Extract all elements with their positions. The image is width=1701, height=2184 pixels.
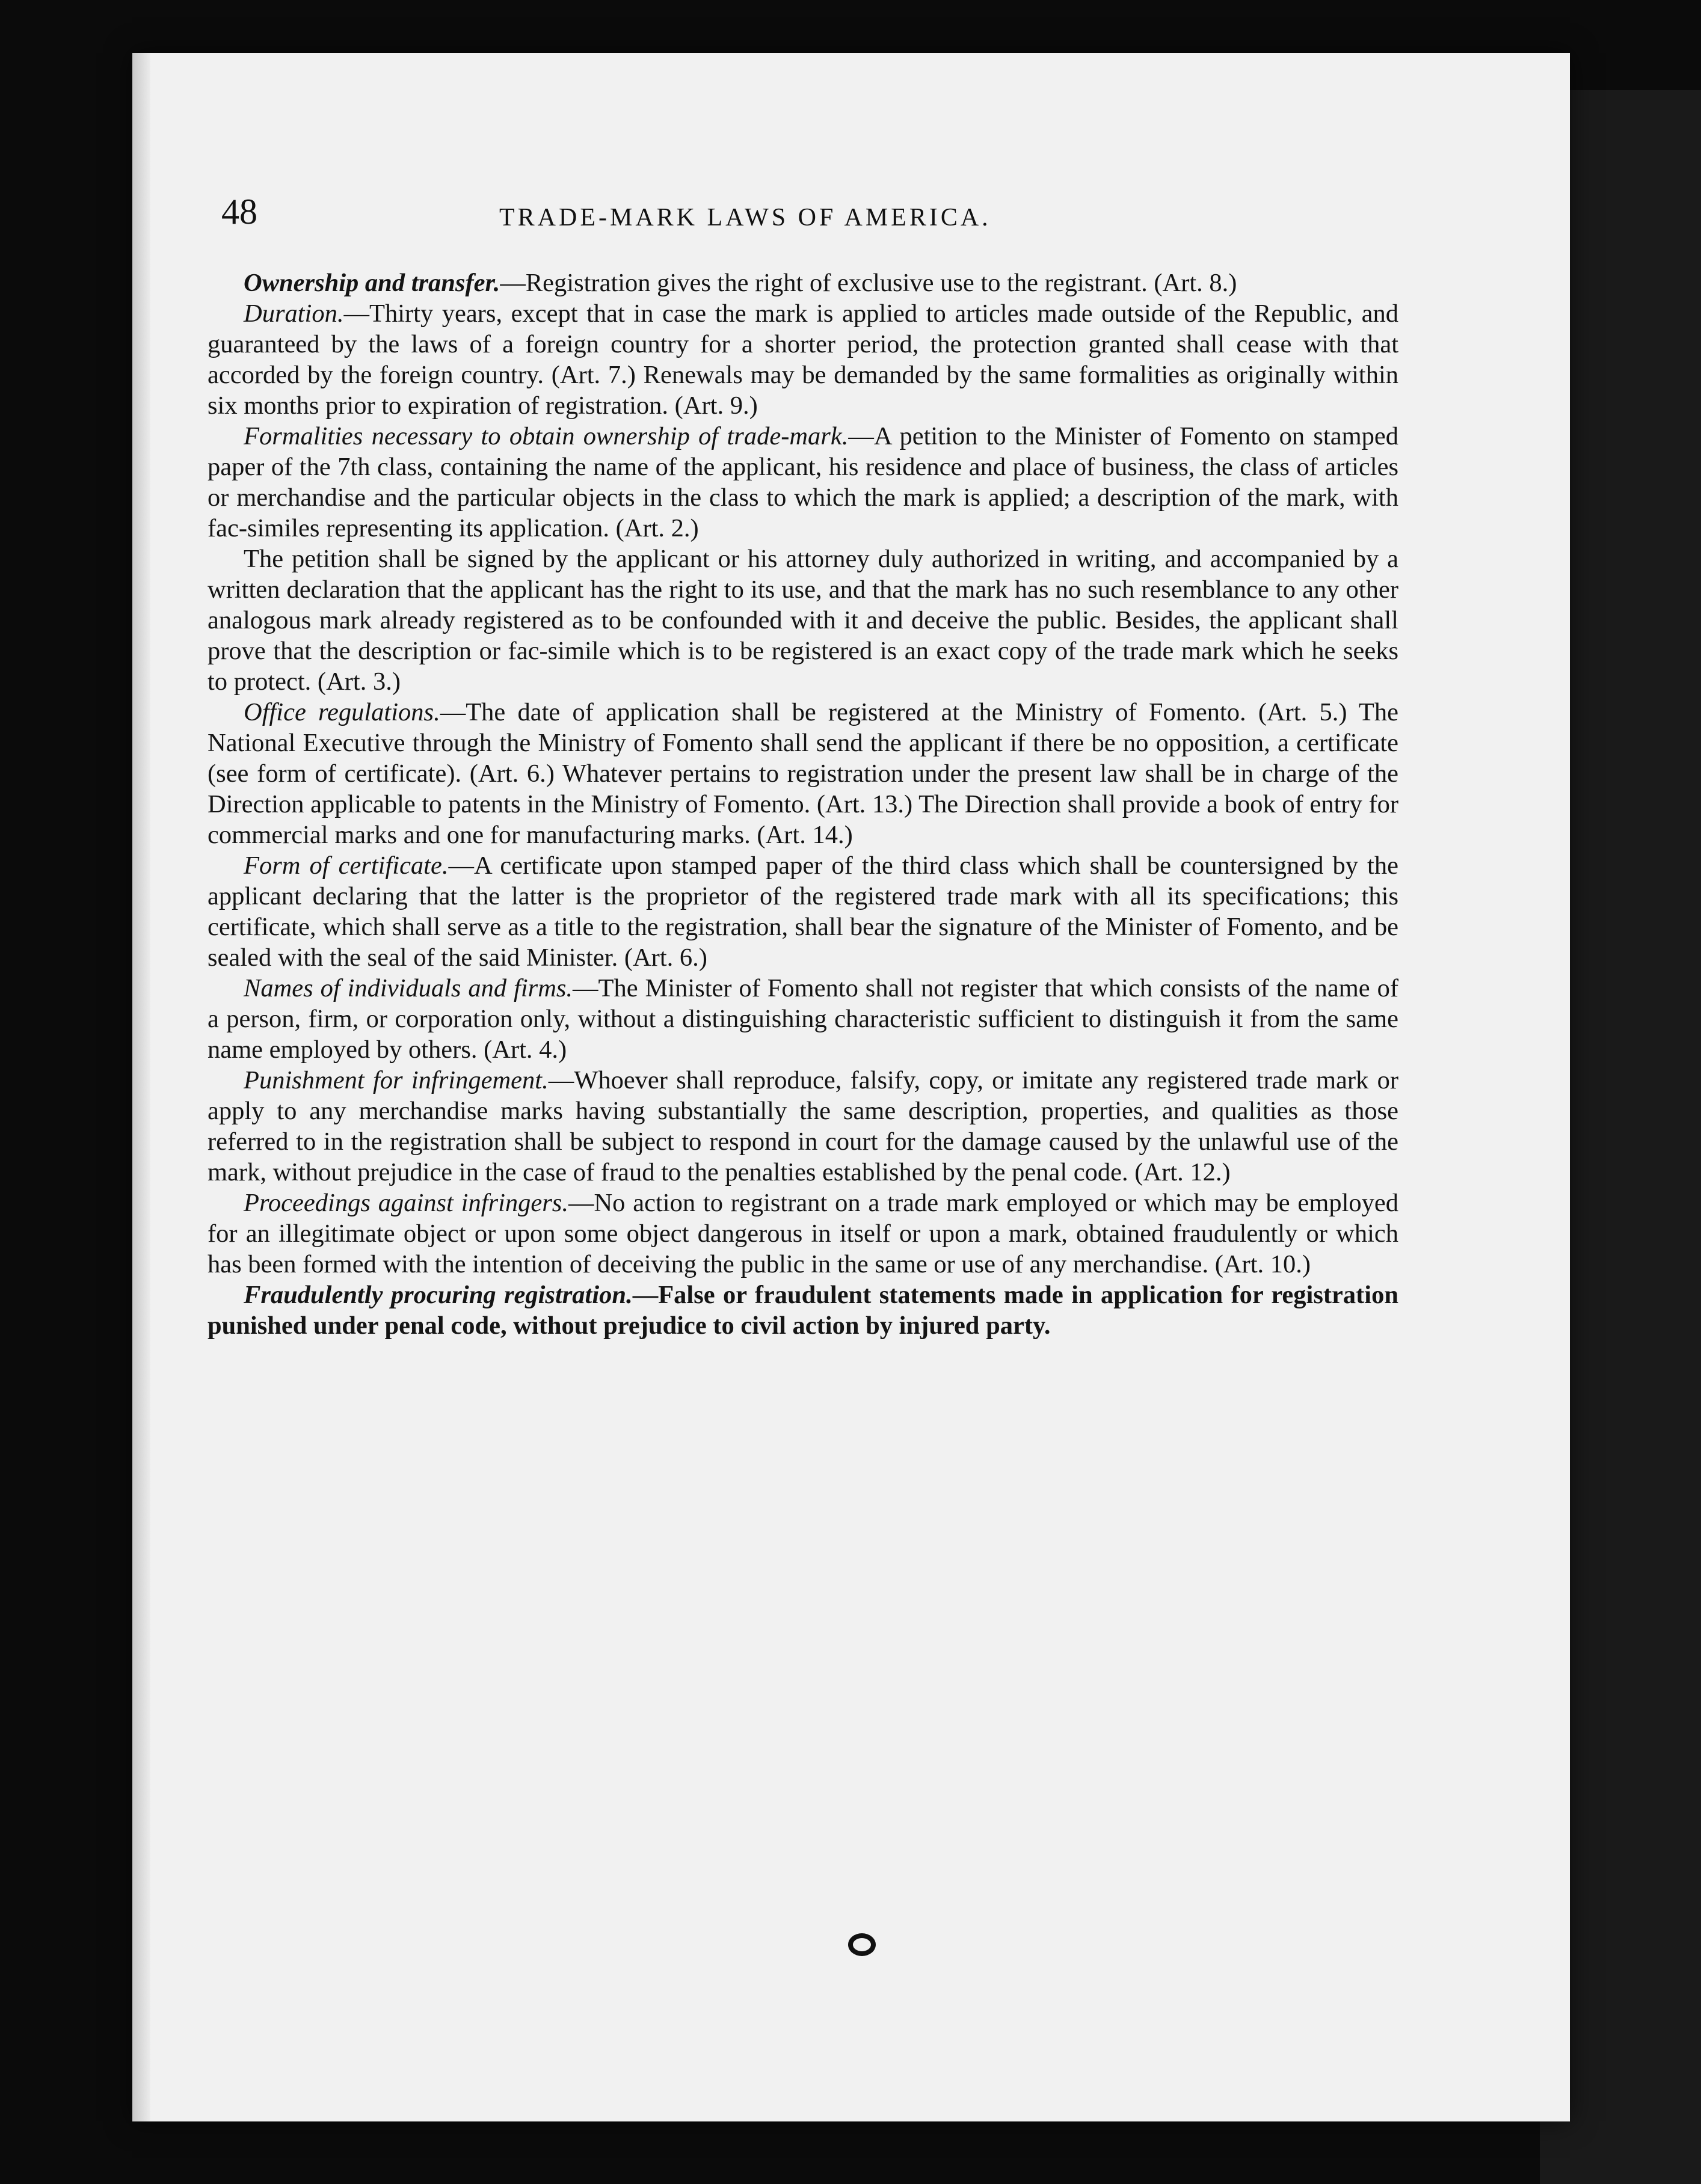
heading-form-of-certificate: Form of certificate. bbox=[244, 851, 449, 880]
heading-duration: Duration. bbox=[244, 299, 344, 328]
heading-formalities: Formalities necessary to obtain ownership of trade-mark. bbox=[244, 422, 849, 450]
end-ornament bbox=[848, 1933, 876, 1956]
paragraph-fraudulent bbox=[208, 1280, 1398, 1341]
text-office-regulations: —The date of application shall be registered at the Ministry of Fomento. (Art. 5.) The National Executive through the Ministry of Fomento shall send the applicant if there be no opposition, a certificate (see form of certificate). (Art. 6.) Whatever pertains to registration under the present law shall be in charge of the Direction applicable to patents in the Ministry of Fomento. (Art. 13.) The Direction shall provide a book of entry for commercial marks and one for manufacturing marks. (Art. 14.) bbox=[208, 698, 1398, 849]
heading-office-regulations: Office regulations. bbox=[244, 698, 440, 726]
paragraph-ownership bbox=[208, 268, 1398, 298]
text-proceedings: —No action to registrant on a trade mark employed or which may be employed for an illegitimate object or upon some object dangerous in itself or upon a mark, obtained fraudulently or which has been formed with the intention of deceiving the public in the same or use of any merchandise. (Art. 10.) bbox=[208, 1189, 1399, 1278]
text-duration: —Thirty years, except that in case the mark is applied to articles made outside of the Republic, and guaranteed by the laws of a foreign country for a shorter period, the protection granted shall cease with that accorded by the foreign country. (Art. 7.) Renewals may be demanded by the same formalities as originally within six months prior to expiration of registration. (Art. 9.) bbox=[208, 299, 1398, 420]
text-petition: The petition shall be signed by the applicant or his attorney duly authorized in writing, and accompanied by a written declaration that the applicant has the right to its use, and that the mark has no such resemblance to any other analogous mark already registered as to be confounded with it and deceive the public. Besides, the applicant shall prove that the description or fac-simile which is to be registered is an exact copy of the trade mark which he seeks to protect. (Art. 3.) bbox=[208, 545, 1398, 696]
page-number: 48 bbox=[221, 192, 257, 232]
heading-names: Names of individuals and firms. bbox=[244, 974, 573, 1002]
paragraph-form-of-certificate bbox=[208, 850, 1398, 973]
heading-proceedings: Proceedings against infringers. bbox=[244, 1189, 568, 1217]
running-head: TRADE-MARK LAWS OF AMERICA. bbox=[499, 204, 991, 232]
heading-fraudulent: Fraudulently procuring registration. bbox=[244, 1281, 633, 1309]
paragraph-petition bbox=[208, 544, 1398, 697]
text-formalities: —A petition to the Minister of Fomento on stamped paper of the 7th class, containing the name of the applicant, his residence and place of business, the class of articles or merchandise and the particular objects in the class to which the mark is applied; a description of the mark, with fac-similes representing its application. (Art. 2.) bbox=[208, 422, 1399, 542]
text-form-of-certificate: —A certificate upon stamped paper of the third class which shall be countersigned by the applicant declaring that the latter is the proprietor of the registered trade mark with all its specifications; this certificate, which shall serve as a title to the registration, shall bear the signature of the Minister of Fomento, and be sealed with the seal of the said Minister. (Art. 6.) bbox=[208, 851, 1398, 972]
paragraph-names bbox=[208, 973, 1398, 1065]
paragraph-office-regulations bbox=[208, 697, 1398, 850]
page-binding-edge bbox=[132, 53, 150, 2121]
text-ownership: —Registration gives the right of exclusive use to the registrant. (Art. 8.) bbox=[500, 269, 1237, 297]
text-fraudulent: —False or fraudulent statements made in application for registration punished under penal code, without prejudice to civil action by injured party. bbox=[208, 1281, 1399, 1340]
paragraph-punishment bbox=[208, 1065, 1398, 1188]
heading-ownership: Ownership and transfer. bbox=[244, 269, 500, 297]
page-body bbox=[208, 268, 1398, 1341]
paragraph-duration bbox=[208, 298, 1398, 421]
heading-punishment: Punishment for infringement. bbox=[244, 1066, 549, 1094]
text-punishment: —Whoever shall reproduce, falsify, copy, or imitate any registered trade mark or apply to any merchandise marks having substantially the same description, properties, and qualities as those referred to in the registration shall be subject to respond in court for the damage caused by the unlawful use of the mark, without prejudice in the case of fraud to the penalties established by the penal code. (Art. 12.) bbox=[208, 1066, 1398, 1186]
paragraph-proceedings bbox=[208, 1188, 1398, 1280]
paragraph-formalities bbox=[208, 421, 1398, 544]
text-names: —The Minister of Fomento shall not register that which consists of the name of a person, firm, or corporation only, without a distinguishing characteristic sufficient to distinguish it from the same name employed by others. (Art. 4.) bbox=[208, 974, 1398, 1064]
